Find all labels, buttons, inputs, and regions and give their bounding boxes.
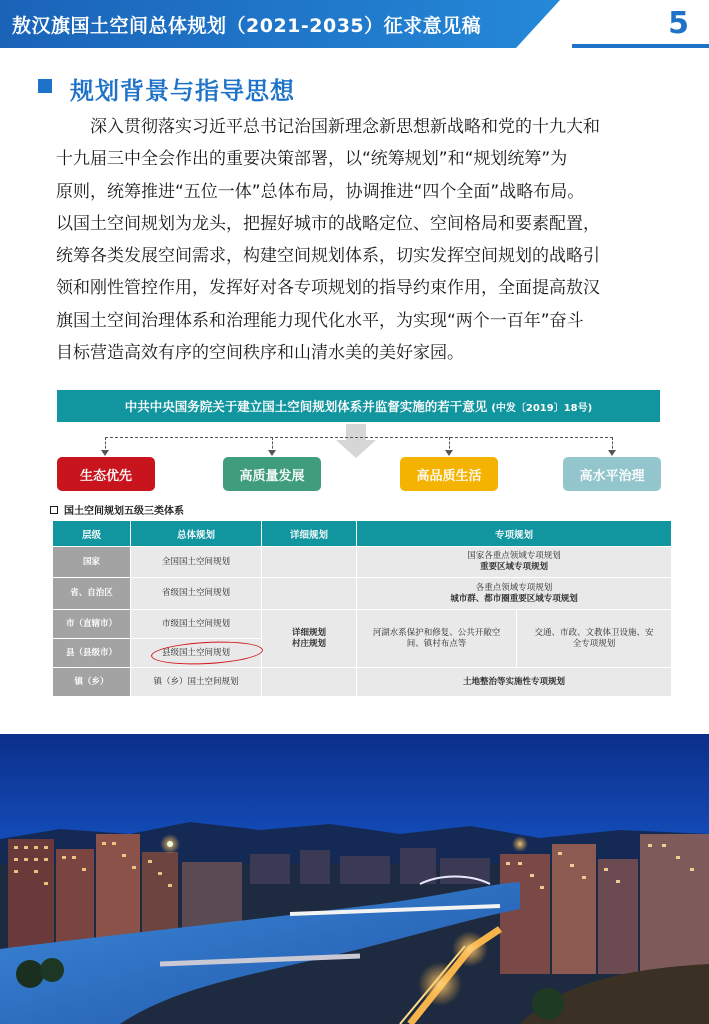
detail-plan-text: 村庄规划: [291, 638, 326, 649]
section-title: 规划背景与指导思想: [70, 77, 295, 105]
pill-high-level-governance: 高水平治理: [563, 457, 661, 491]
special-plan-cell: 土地整治等实施性专项规划: [357, 668, 672, 697]
special-plan-text: 间、镇村布点等: [406, 638, 467, 649]
header-underline: [572, 44, 709, 48]
body-line: 目标营造高效有序的空间秩序和山清水美的美好家园。: [56, 343, 464, 364]
special-plan-text: 全专项规划: [572, 638, 616, 649]
detail-plan-text: 详细规划: [291, 627, 326, 638]
col-header-general: 总体规划: [131, 521, 262, 547]
body-line: 深入贯彻落实习近平总书记治国新理念新思想新战略和党的十九大和: [90, 117, 600, 137]
detail-plan-cell: [262, 610, 357, 668]
body-line: 统筹各类发展空间需求，构建空间规划体系，切实发挥空间规划的战略引: [56, 246, 600, 267]
general-plan-cell: [131, 639, 262, 668]
special-plan-text: 河湖水系保护和修复、公共开敞空: [372, 627, 501, 638]
table-row: [53, 547, 672, 578]
body-line: 领和刚性管控作用，发挥好对各专项规划的指导约束作用，全面提高敖汉: [56, 278, 600, 299]
col-header-level: 层级: [53, 521, 131, 547]
highlighted-county-plan: [162, 648, 230, 659]
policy-banner-text: 中共中央国务院关于建立国土空间规划体系并监督实施的若干意见: [124, 399, 488, 414]
city-night-image: [0, 734, 709, 1024]
arrow-head-icon: [608, 450, 616, 456]
body-line: 原则，统筹推进“五位一体”总体布局，协调推进“四个全面”战略布局。: [56, 181, 585, 202]
detail-plan-cell: [262, 578, 357, 610]
level-cell: 县（县级市）: [53, 639, 131, 668]
arrow-head-icon: [268, 450, 276, 456]
general-plan-cell: 市级国土空间规划: [131, 610, 262, 639]
body-paragraph: [56, 111, 660, 369]
body-line: 十九届三中全会作出的重要决策部署，以“统筹规划”和“规划统筹”为: [56, 149, 568, 170]
table-row: [53, 668, 672, 697]
level-cell: 省、自治区: [53, 578, 131, 610]
red-circle-highlight: [150, 639, 263, 667]
special-plan-cell: [357, 547, 672, 578]
special-plan-cell: [357, 610, 517, 668]
policy-banner: [57, 390, 660, 422]
arrow-head-icon: [445, 450, 453, 456]
table-caption-text: 国土空间规划五级三类体系: [64, 506, 184, 517]
table-row: [53, 578, 672, 610]
general-plan-text: 县级国土空间规划: [161, 647, 230, 658]
pill-high-quality-development: 高质量发展: [223, 457, 321, 491]
policy-banner-ref: (中发〔2019〕18号): [491, 402, 593, 414]
planning-system-table: [52, 520, 672, 697]
special-plan-text: 国家各重点领域专项规划: [467, 551, 561, 561]
header-bar: [0, 0, 560, 48]
special-plan-text: 城市群、都市圈重要区域专项规划: [450, 593, 578, 604]
table-caption: [50, 502, 184, 517]
level-cell: 市（直辖市）: [53, 610, 131, 639]
detail-plan-cell: [262, 668, 357, 697]
level-cell: 国家: [53, 547, 131, 578]
checkbox-square-icon: [50, 506, 58, 514]
arrow-head-icon: [101, 450, 109, 456]
special-plan-cell: [357, 578, 672, 610]
col-header-special: 专项规划: [357, 521, 672, 547]
level-cell: 镇（乡）: [53, 668, 131, 697]
general-plan-cell: 镇（乡）国土空间规划: [131, 668, 262, 697]
col-header-detail: 详细规划: [262, 521, 357, 547]
special-plan-text: 各重点领域专项规划: [475, 582, 553, 593]
body-line: 以国土空间规划为龙头，把握好城市的战略定位、空间格局和要素配置，: [56, 213, 600, 234]
table-header-row: [53, 521, 672, 547]
table-row: [53, 610, 672, 639]
special-plan-cell: [517, 610, 672, 668]
connector-line: [105, 437, 613, 451]
body-line: 旗国土空间治理体系和治理能力现代化水平，为实现“两个一百年”奋斗: [56, 310, 584, 331]
pill-high-quality-life: 高品质生活: [400, 457, 498, 491]
detail-plan-cell: [262, 547, 357, 578]
general-plan-cell: 省级国土空间规划: [131, 578, 262, 610]
special-plan-text: 交通、市政、文教体卫设施、安: [534, 627, 654, 638]
pill-ecology-first: 生态优先: [57, 457, 155, 491]
general-plan-cell: 全国国土空间规划: [131, 547, 262, 578]
page-number: 5: [668, 6, 689, 41]
city-night-photo: [0, 734, 709, 1024]
section-square-icon: [38, 79, 52, 93]
special-plan-text: 重要区域专项规划: [479, 562, 548, 572]
document-title: 敖汉旗国土空间总体规划（2021-2035）征求意见稿: [12, 15, 482, 37]
